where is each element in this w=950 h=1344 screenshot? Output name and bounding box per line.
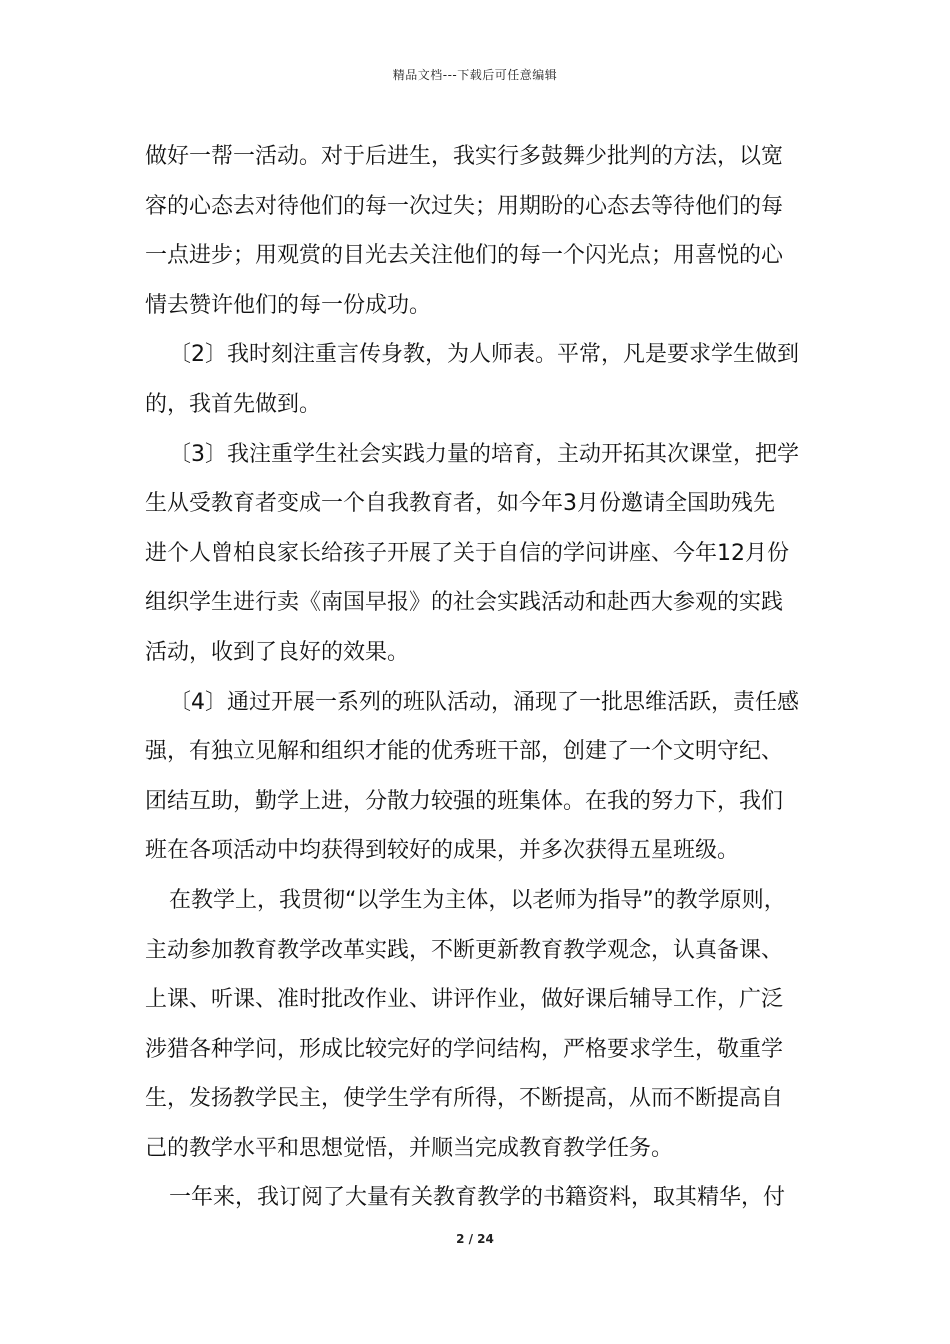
- body-line: 组织学生进行卖《南国早报》的社会实践活动和赴西大参观的实践: [145, 590, 784, 616]
- body-line: 涉猎各种学问，形成比较完好的学问结构，严格要求学生，敬重学: [145, 1036, 784, 1062]
- body-line: 活动，收到了良好的效果。: [145, 639, 410, 665]
- body-line: 上课、听课、准时批改作业、讲评作业，做好课后辅导工作，广泛: [145, 987, 784, 1013]
- body-line: 团结互助，勤学上进，分散力较强的班集体。在我的努力下，我们: [145, 788, 784, 814]
- body-line: 的，我首先做到。: [145, 391, 322, 417]
- body-line: 〔3〕我注重学生社会实践力量的培育，主动开拓其次课堂，把学: [169, 441, 799, 467]
- body-line: 生，发扬教学民主，使学生学有所得，不断提高，从而不断提高自: [145, 1086, 784, 1112]
- body-line: 在教学上，我贯彻“以学生为主体，以老师为指导”的教学原则，: [169, 887, 786, 913]
- body-line: 生从受教育者变成一个自我教育者，如今年3月份邀请全国助残先: [145, 491, 775, 517]
- body-line: 一年来，我订阅了大量有关教育教学的书籍资料，取其精华，付: [169, 1185, 786, 1211]
- page-header: 精品文档---下载后可任意编辑: [392, 68, 558, 82]
- body-line: 一点进步；用观赏的目光去关注他们的每一个闪光点；用喜悦的心: [145, 243, 784, 269]
- body-line: 〔2〕我时刻注重言传身教，为人师表。平常，凡是要求学生做到: [169, 342, 799, 368]
- body-line: 强，有独立见解和组织才能的优秀班干部，创建了一个文明守纪、: [145, 739, 784, 765]
- body-line: 进个人曾柏良家长给孩子开展了关于自信的学问讲座、今年12月份: [145, 540, 789, 566]
- body-line: 情去赞许他们的每一份成功。: [145, 292, 432, 318]
- document-body: [145, 132, 825, 1223]
- body-line: 容的心态去对待他们的每一次过失；用期盼的心态去等待他们的每: [145, 193, 784, 219]
- body-line: 主动参加教育教学改革实践，不断更新教育教学观念，认真备课、: [145, 937, 784, 963]
- body-line: 班在各项活动中均获得到较好的成果，并多次获得五星班级。: [145, 838, 740, 864]
- body-line: 〔4〕通过开展一系列的班队活动，涌现了一批思维活跃，责任感: [169, 689, 799, 715]
- body-line: 己的教学水平和思想觉悟，并顺当完成教育教学任务。: [145, 1135, 674, 1161]
- page-number: 2 / 24: [456, 1232, 494, 1246]
- body-line: 做好一帮一活动。对于后进生，我实行多鼓舞少批判的方法，以宽: [145, 144, 784, 169]
